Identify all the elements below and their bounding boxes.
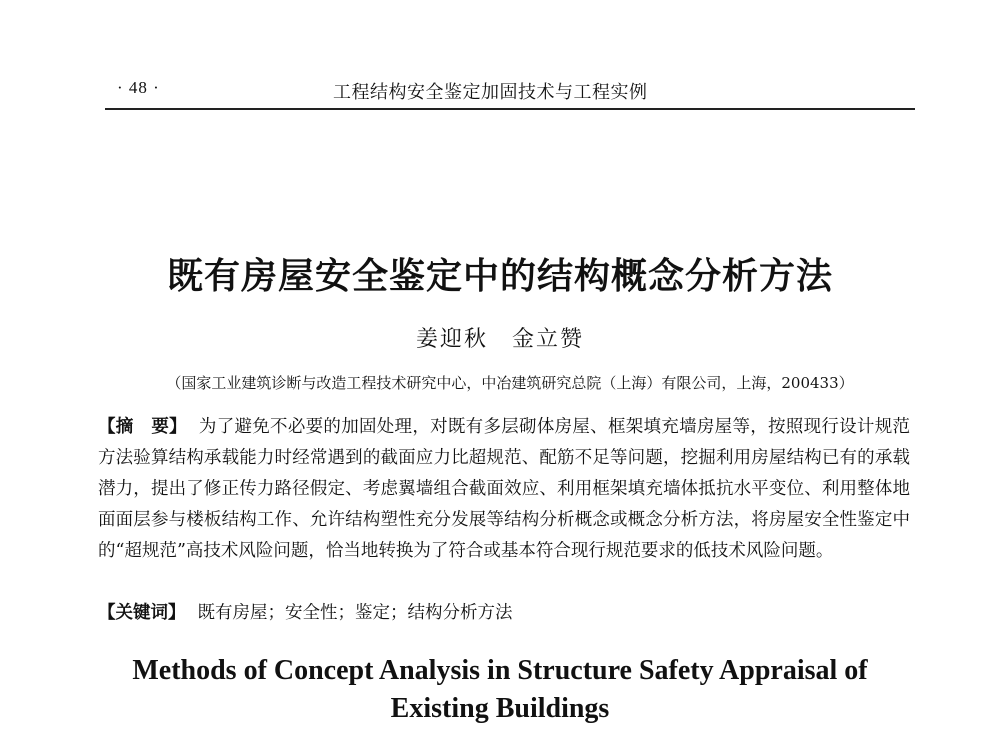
keywords-block [98,598,910,629]
abstract-label: 【摘 要】 [98,417,187,437]
abstract-text: 为了避免不必要的加固处理，对既有多层砌体房屋、框架填充墙房屋等，按照现行设计规范方法验算结构承载能力时经常遇到的截面应力比超规范、配筋不足等问题，挖掘利用房屋结构已有的承载潜力，提出了修正传力路径假定、考虑翼墙组合截面效应、利用框架填充墙体抵抗水平变位、利用整体地面面层参与楼板结构工作、允许结构塑性充分发展等结构分析概念或概念分析方法，将房屋安全性鉴定中的“超规范”高技术风险问题，恰当地转换为了符合或基本符合现行规范要求的低技术风险问题。 [98,417,910,561]
running-title: 工程结构安全鉴定加固技术与工程实例 [333,82,648,103]
article-affiliation: （国家工业建筑诊断与改造工程技术研究中心，中冶建筑研究总院（上海）有限公司，上海，200433） [166,374,854,392]
keywords-text: 既有房屋；安全性；鉴定；结构分析方法 [197,603,513,623]
header-rule [105,108,915,110]
page-header [105,78,915,102]
article-title: 既有房屋安全鉴定中的结构概念分析方法 [166,256,833,297]
abstract-block [98,412,910,567]
article-authors: 姜迎秋 金立赞 [415,327,584,352]
keywords-label: 【关键词】 [98,603,186,623]
english-title: Methods of Concept Analysis in Structure Safety Appraisal of Existing Buildings [132,655,868,724]
page-number: · 48 · [117,78,160,97]
